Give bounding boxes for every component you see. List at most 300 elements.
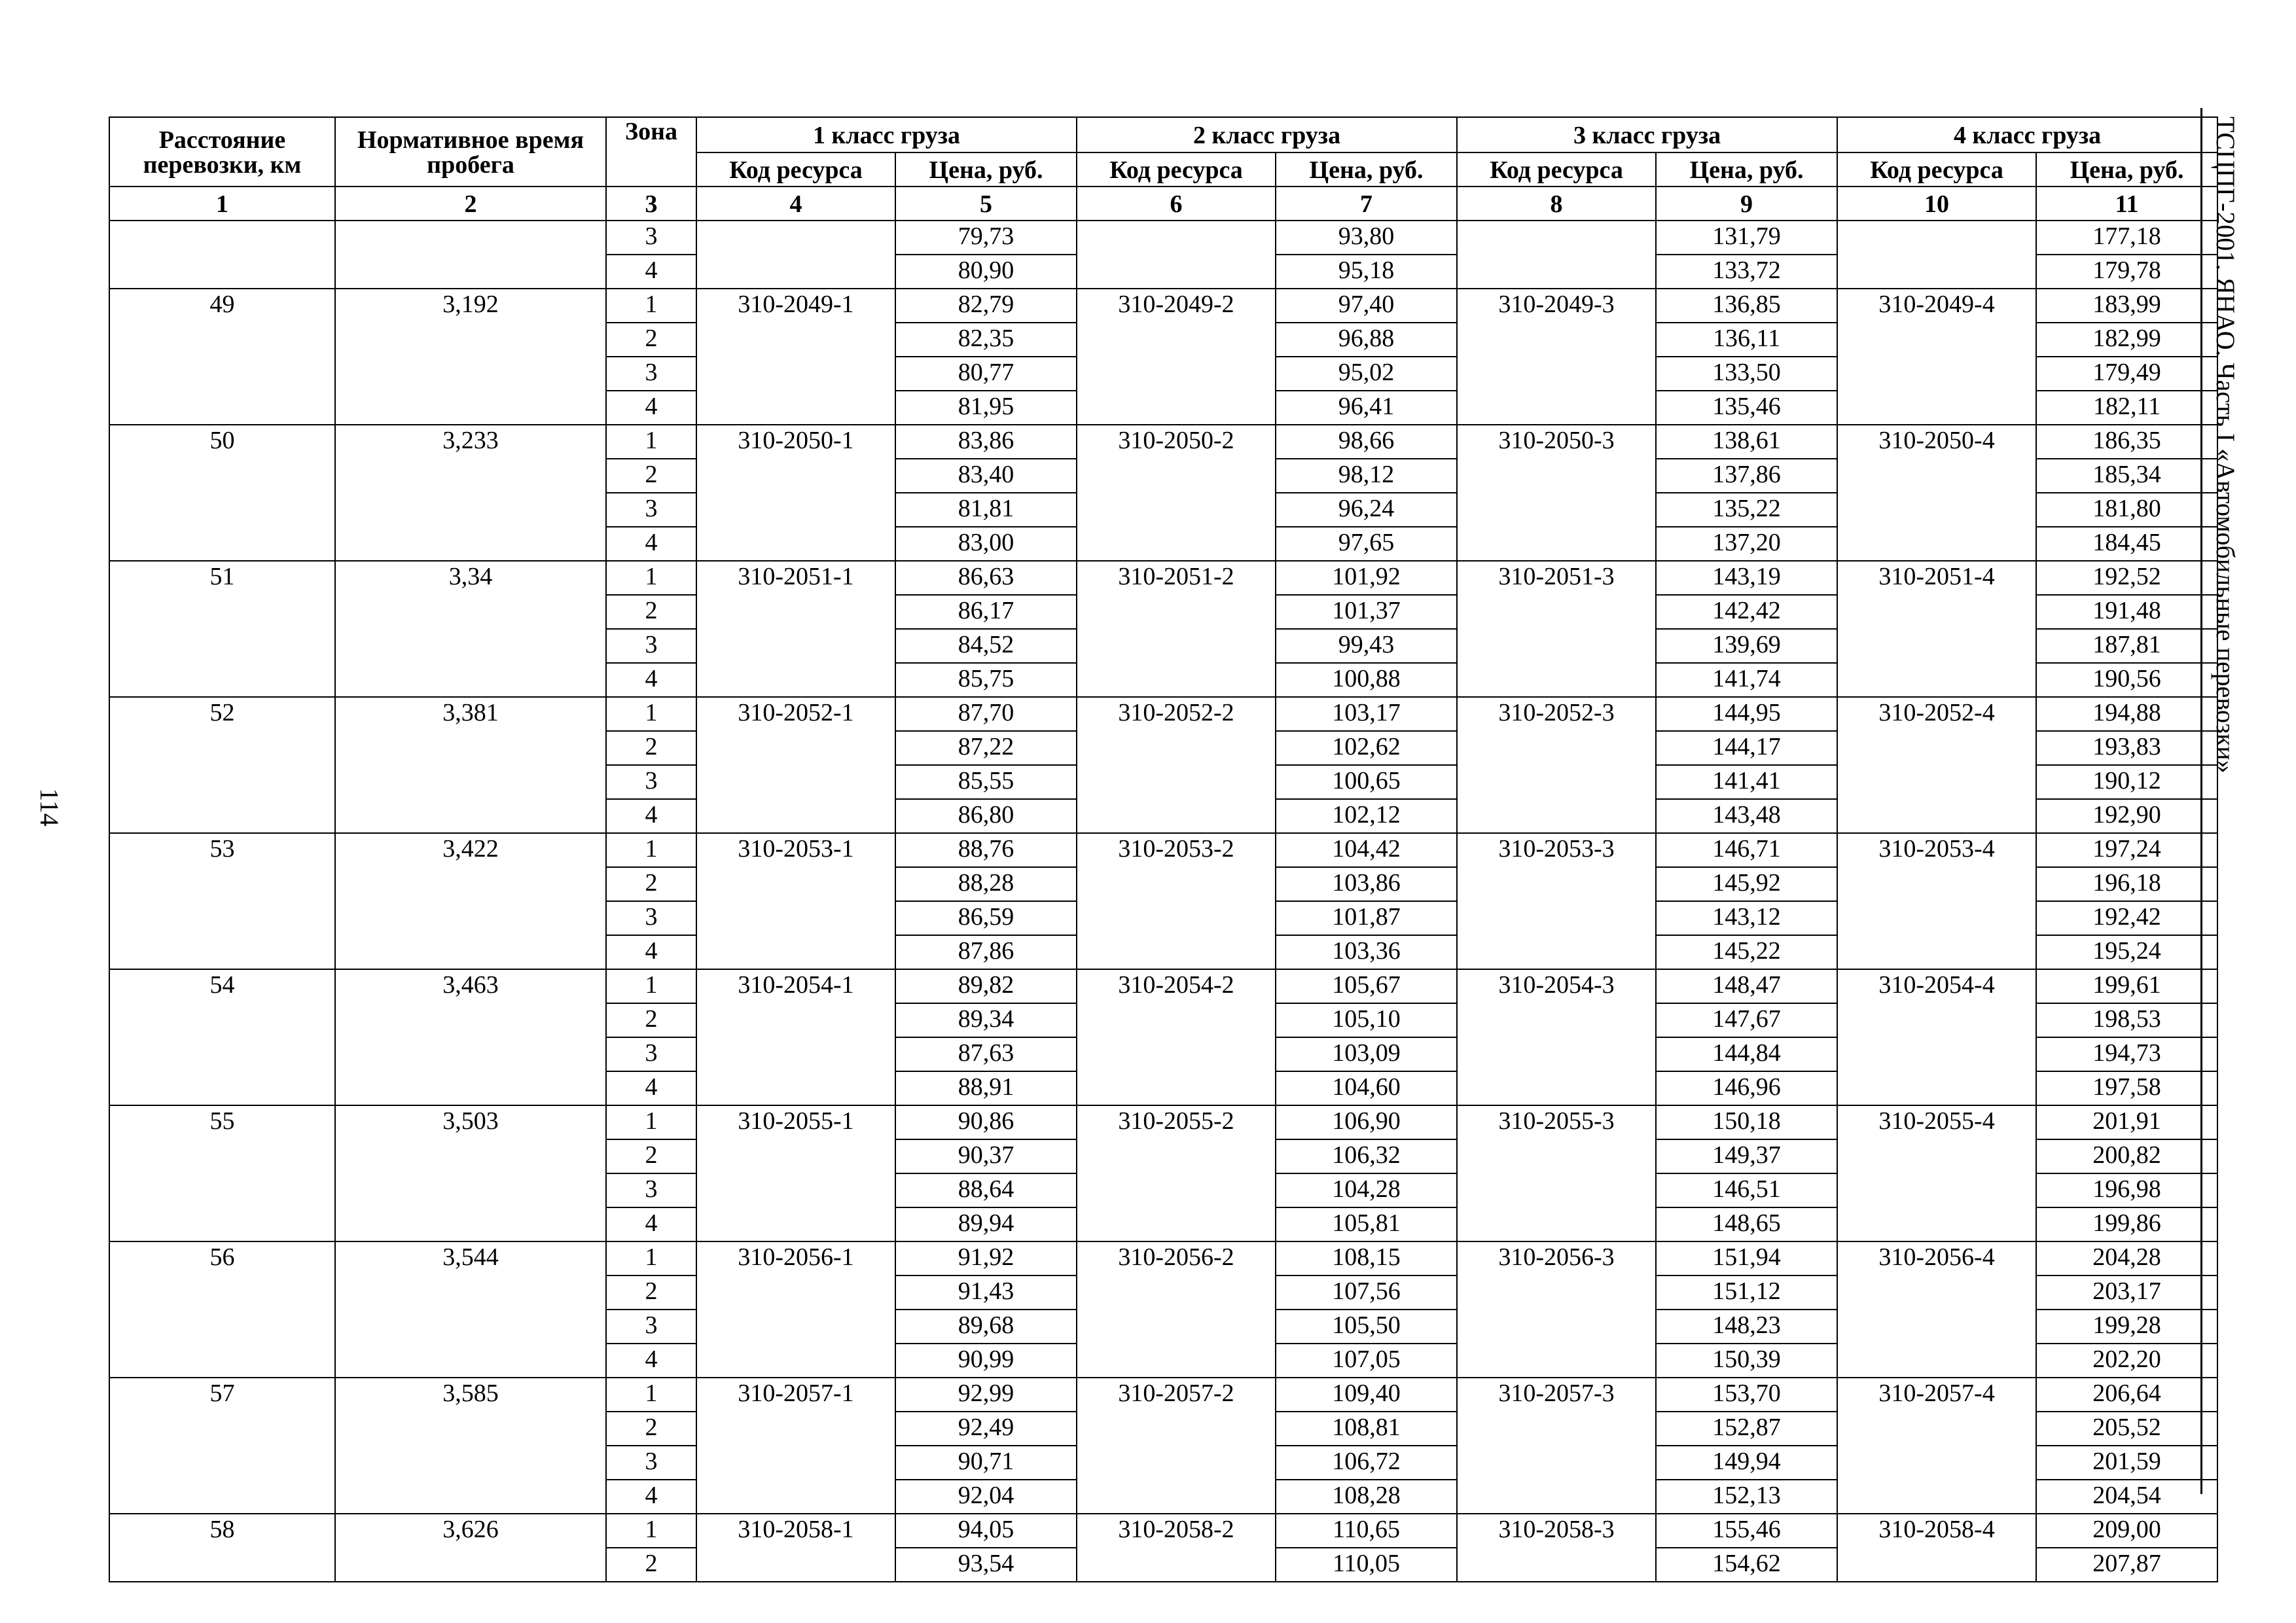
resource-code-cell: 310-2052-3	[1457, 697, 1656, 731]
resource-code-cell	[1077, 867, 1276, 901]
resource-code-cell: 310-2053-2	[1077, 833, 1276, 867]
resource-code-cell	[1077, 1480, 1276, 1514]
price-cell: 86,63	[895, 561, 1077, 595]
header-code: Код ресурса	[1457, 152, 1656, 187]
resource-code-cell	[1077, 527, 1276, 561]
price-cell: 148,65	[1656, 1207, 1837, 1241]
resource-code-cell	[1077, 459, 1276, 493]
page-number: 114	[34, 788, 64, 827]
price-cell: 101,92	[1276, 561, 1457, 595]
resource-code-cell	[1077, 1071, 1276, 1105]
resource-code-cell	[1837, 323, 2036, 357]
time-cell: 3,544	[335, 1241, 606, 1275]
resource-code-cell: 310-2058-4	[1837, 1514, 2036, 1548]
resource-code-cell: 310-2057-1	[696, 1378, 895, 1412]
resource-code-cell: 310-2049-1	[696, 289, 895, 323]
price-cell: 107,05	[1276, 1344, 1457, 1378]
distance-cell: 58	[109, 1514, 335, 1548]
table-row	[109, 833, 2217, 867]
resource-code-cell	[1837, 731, 2036, 765]
header-code: Код ресурса	[1077, 152, 1276, 187]
resource-code-cell: 310-2050-1	[696, 425, 895, 459]
zone-cell: 1	[606, 1378, 696, 1412]
price-cell: 144,17	[1656, 731, 1837, 765]
price-cell: 106,90	[1276, 1105, 1457, 1139]
table-row	[109, 765, 2217, 799]
column-number: 8	[1457, 187, 1656, 221]
column-number: 2	[335, 187, 606, 221]
resource-code-cell: 310-2057-2	[1077, 1378, 1276, 1412]
price-cell: 79,73	[895, 221, 1077, 255]
distance-cell	[109, 935, 335, 969]
resource-code-cell: 310-2055-2	[1077, 1105, 1276, 1139]
price-cell: 183,99	[2036, 289, 2217, 323]
zone-cell: 1	[606, 697, 696, 731]
table-header	[109, 117, 2217, 221]
resource-code-cell	[1457, 357, 1656, 391]
price-cell: 143,48	[1656, 799, 1837, 833]
price-cell: 88,64	[895, 1173, 1077, 1207]
time-cell	[335, 1275, 606, 1310]
price-cell: 194,73	[2036, 1037, 2217, 1071]
resource-code-cell: 310-2054-1	[696, 969, 895, 1003]
resource-code-cell	[696, 1139, 895, 1173]
resource-code-cell	[1077, 1207, 1276, 1241]
price-cell: 109,40	[1276, 1378, 1457, 1412]
distance-cell	[109, 1480, 335, 1514]
table-row	[109, 1344, 2217, 1378]
table-row	[109, 901, 2217, 935]
price-cell: 103,36	[1276, 935, 1457, 969]
resource-code-cell: 310-2058-3	[1457, 1514, 1656, 1548]
resource-code-cell	[1457, 391, 1656, 425]
zone-cell: 4	[606, 663, 696, 697]
resource-code-cell	[1837, 1344, 2036, 1378]
resource-code-cell	[1837, 595, 2036, 629]
header-code: Код ресурса	[696, 152, 895, 187]
resource-code-cell	[1837, 221, 2036, 255]
resource-code-cell	[1077, 391, 1276, 425]
price-cell: 102,12	[1276, 799, 1457, 833]
table-row	[109, 357, 2217, 391]
price-cell: 103,86	[1276, 867, 1457, 901]
table-row	[109, 221, 2217, 255]
price-cell: 137,86	[1656, 459, 1837, 493]
zone-cell: 4	[606, 1480, 696, 1514]
distance-cell	[109, 1344, 335, 1378]
distance-cell	[109, 1037, 335, 1071]
price-cell: 101,87	[1276, 901, 1457, 935]
time-cell	[335, 1037, 606, 1071]
resource-code-cell	[1837, 527, 2036, 561]
zone-cell: 3	[606, 901, 696, 935]
resource-code-cell	[1837, 629, 2036, 663]
resource-code-cell	[1077, 1173, 1276, 1207]
resource-code-cell	[1457, 595, 1656, 629]
price-cell: 182,11	[2036, 391, 2217, 425]
distance-cell	[109, 221, 335, 255]
distance-cell: 53	[109, 833, 335, 867]
price-cell: 96,88	[1276, 323, 1457, 357]
distance-cell: 51	[109, 561, 335, 595]
price-cell: 184,45	[2036, 527, 2217, 561]
price-cell: 90,86	[895, 1105, 1077, 1139]
table-row	[109, 1071, 2217, 1105]
time-cell	[335, 221, 606, 255]
resource-code-cell	[1837, 765, 2036, 799]
price-cell: 191,48	[2036, 595, 2217, 629]
zone-cell: 3	[606, 493, 696, 527]
price-cell: 131,79	[1656, 221, 1837, 255]
resource-code-cell	[696, 731, 895, 765]
resource-code-cell	[696, 1003, 895, 1037]
price-cell: 97,65	[1276, 527, 1457, 561]
resource-code-cell	[1837, 357, 2036, 391]
price-cell: 99,43	[1276, 629, 1457, 663]
distance-cell	[109, 595, 335, 629]
resource-code-cell: 310-2051-4	[1837, 561, 2036, 595]
price-cell: 90,71	[895, 1446, 1077, 1480]
zone-cell: 2	[606, 731, 696, 765]
resource-code-cell	[1077, 731, 1276, 765]
resource-code-cell	[1457, 1275, 1656, 1310]
price-cell: 105,50	[1276, 1310, 1457, 1344]
resource-code-cell: 310-2056-2	[1077, 1241, 1276, 1275]
price-cell: 199,86	[2036, 1207, 2217, 1241]
zone-cell: 3	[606, 1310, 696, 1344]
resource-code-cell: 310-2058-1	[696, 1514, 895, 1548]
distance-cell	[109, 1003, 335, 1037]
time-cell: 3,422	[335, 833, 606, 867]
resource-code-cell	[1837, 459, 2036, 493]
time-cell	[335, 1139, 606, 1173]
resource-code-cell: 310-2056-1	[696, 1241, 895, 1275]
resource-code-cell: 310-2055-1	[696, 1105, 895, 1139]
price-cell: 190,56	[2036, 663, 2217, 697]
zone-cell: 3	[606, 357, 696, 391]
zone-cell: 4	[606, 799, 696, 833]
price-cell: 186,35	[2036, 425, 2217, 459]
resource-code-cell	[1837, 1480, 2036, 1514]
price-cell: 205,52	[2036, 1412, 2217, 1446]
resource-code-cell	[1837, 901, 2036, 935]
distance-cell	[109, 1446, 335, 1480]
resource-code-cell	[1077, 1310, 1276, 1344]
price-cell: 82,35	[895, 323, 1077, 357]
header-distance: Расстояние перевозки, км	[109, 117, 335, 187]
time-cell	[335, 357, 606, 391]
resource-code-cell	[1457, 1037, 1656, 1071]
column-number: 10	[1837, 187, 2036, 221]
price-cell: 209,00	[2036, 1514, 2217, 1548]
price-cell: 196,98	[2036, 1173, 2217, 1207]
resource-code-cell	[696, 459, 895, 493]
resource-code-cell	[1837, 663, 2036, 697]
time-cell	[335, 1480, 606, 1514]
table-row	[109, 425, 2217, 459]
price-cell: 144,95	[1656, 697, 1837, 731]
table-row	[109, 697, 2217, 731]
resource-code-cell	[1457, 1480, 1656, 1514]
running-header-text: ТСЦПГ-2001. ЯНАО. Часть I «Автомобильные перевозки»	[2211, 116, 2240, 774]
distance-cell: 52	[109, 697, 335, 731]
price-cell: 202,20	[2036, 1344, 2217, 1378]
price-cell: 146,71	[1656, 833, 1837, 867]
resource-code-cell	[1837, 255, 2036, 289]
zone-cell: 4	[606, 1344, 696, 1378]
resource-code-cell	[696, 493, 895, 527]
price-cell: 105,10	[1276, 1003, 1457, 1037]
table-row	[109, 1310, 2217, 1344]
price-cell: 204,54	[2036, 1480, 2217, 1514]
resource-code-cell: 310-2053-4	[1837, 833, 2036, 867]
price-cell: 108,81	[1276, 1412, 1457, 1446]
resource-code-cell	[1077, 1412, 1276, 1446]
time-cell: 3,381	[335, 697, 606, 731]
resource-code-cell	[696, 1037, 895, 1071]
time-cell	[335, 935, 606, 969]
resource-code-cell	[696, 765, 895, 799]
resource-code-cell	[1457, 459, 1656, 493]
price-cell: 150,39	[1656, 1344, 1837, 1378]
column-number: 3	[606, 187, 696, 221]
zone-cell: 2	[606, 1548, 696, 1582]
price-cell: 155,46	[1656, 1514, 1837, 1548]
resource-code-cell: 310-2049-2	[1077, 289, 1276, 323]
zone-cell: 2	[606, 1139, 696, 1173]
zone-cell: 2	[606, 459, 696, 493]
zone-cell: 4	[606, 1071, 696, 1105]
header-zone: Зона	[606, 117, 696, 187]
table-row	[109, 595, 2217, 629]
price-cell: 100,88	[1276, 663, 1457, 697]
zone-cell: 1	[606, 561, 696, 595]
distance-cell	[109, 867, 335, 901]
zone-cell: 3	[606, 765, 696, 799]
resource-code-cell	[1457, 731, 1656, 765]
price-cell: 81,95	[895, 391, 1077, 425]
time-cell	[335, 663, 606, 697]
resource-code-cell	[1837, 867, 2036, 901]
header-code: Код ресурса	[1837, 152, 2036, 187]
time-cell	[335, 1310, 606, 1344]
price-cell: 193,83	[2036, 731, 2217, 765]
price-cell: 149,37	[1656, 1139, 1837, 1173]
table-row	[109, 935, 2217, 969]
resource-code-cell: 310-2057-4	[1837, 1378, 2036, 1412]
price-cell: 147,67	[1656, 1003, 1837, 1037]
price-cell: 143,12	[1656, 901, 1837, 935]
table-row	[109, 527, 2217, 561]
resource-code-cell	[1077, 663, 1276, 697]
price-cell: 87,70	[895, 697, 1077, 731]
price-cell: 203,17	[2036, 1275, 2217, 1310]
price-cell: 90,37	[895, 1139, 1077, 1173]
resource-code-cell	[1457, 867, 1656, 901]
zone-cell: 4	[606, 935, 696, 969]
price-cell: 151,12	[1656, 1275, 1837, 1310]
header-price: Цена, руб.	[895, 152, 1077, 187]
price-cell: 141,41	[1656, 765, 1837, 799]
price-cell: 89,68	[895, 1310, 1077, 1344]
resource-code-cell	[1457, 935, 1656, 969]
resource-code-cell	[1837, 391, 2036, 425]
table-body	[109, 221, 2217, 1582]
resource-code-cell	[1457, 1173, 1656, 1207]
resource-code-cell	[1837, 799, 2036, 833]
resource-code-cell	[1077, 901, 1276, 935]
header-price: Цена, руб.	[2036, 152, 2217, 187]
price-cell: 88,91	[895, 1071, 1077, 1105]
price-cell: 181,80	[2036, 493, 2217, 527]
resource-code-cell: 310-2050-4	[1837, 425, 2036, 459]
zone-cell: 3	[606, 221, 696, 255]
price-cell: 151,94	[1656, 1241, 1837, 1275]
resource-code-cell	[696, 1275, 895, 1310]
price-cell: 104,60	[1276, 1071, 1457, 1105]
price-cell: 150,18	[1656, 1105, 1837, 1139]
price-cell: 133,72	[1656, 255, 1837, 289]
resource-code-cell	[696, 799, 895, 833]
distance-cell	[109, 901, 335, 935]
price-cell: 136,11	[1656, 323, 1837, 357]
resource-code-cell	[696, 221, 895, 255]
table-row	[109, 289, 2217, 323]
price-cell: 92,49	[895, 1412, 1077, 1446]
resource-code-cell	[1077, 1548, 1276, 1582]
price-cell: 108,28	[1276, 1480, 1457, 1514]
time-cell: 3,463	[335, 969, 606, 1003]
resource-code-cell	[696, 357, 895, 391]
price-cell: 207,87	[2036, 1548, 2217, 1582]
price-cell: 91,92	[895, 1241, 1077, 1275]
zone-cell: 3	[606, 1446, 696, 1480]
price-cell: 133,50	[1656, 357, 1837, 391]
time-cell	[335, 527, 606, 561]
price-cell: 98,12	[1276, 459, 1457, 493]
price-cell: 145,22	[1656, 935, 1837, 969]
price-cell: 83,86	[895, 425, 1077, 459]
resource-code-cell	[1837, 1207, 2036, 1241]
distance-cell	[109, 765, 335, 799]
price-cell: 197,58	[2036, 1071, 2217, 1105]
resource-code-cell	[1837, 493, 2036, 527]
resource-code-cell: 310-2053-3	[1457, 833, 1656, 867]
time-cell	[335, 901, 606, 935]
price-cell: 98,66	[1276, 425, 1457, 459]
resource-code-cell	[1077, 1037, 1276, 1071]
resource-code-cell	[696, 1173, 895, 1207]
resource-code-cell	[1457, 1446, 1656, 1480]
price-cell: 102,62	[1276, 731, 1457, 765]
price-cell: 89,34	[895, 1003, 1077, 1037]
time-cell	[335, 493, 606, 527]
zone-cell: 3	[606, 1173, 696, 1207]
header-time: Нормативное время пробега	[335, 117, 606, 187]
time-cell: 3,585	[335, 1378, 606, 1412]
table-row	[109, 1207, 2217, 1241]
resource-code-cell: 310-2055-3	[1457, 1105, 1656, 1139]
price-cell: 206,64	[2036, 1378, 2217, 1412]
time-cell	[335, 1344, 606, 1378]
price-cell: 154,62	[1656, 1548, 1837, 1582]
resource-code-cell	[1837, 1139, 2036, 1173]
price-cell: 179,78	[2036, 255, 2217, 289]
price-cell: 92,99	[895, 1378, 1077, 1412]
resource-code-cell	[1837, 1446, 2036, 1480]
distance-cell	[109, 1548, 335, 1582]
resource-code-cell	[1457, 221, 1656, 255]
time-cell	[335, 629, 606, 663]
resource-code-cell	[696, 663, 895, 697]
price-cell: 192,90	[2036, 799, 2217, 833]
table-row	[109, 459, 2217, 493]
price-cell: 87,63	[895, 1037, 1077, 1071]
resource-code-cell: 310-2056-4	[1837, 1241, 2036, 1275]
price-cell: 204,28	[2036, 1241, 2217, 1275]
price-cell: 100,65	[1276, 765, 1457, 799]
header-price: Цена, руб.	[1656, 152, 1837, 187]
zone-cell: 2	[606, 1275, 696, 1310]
price-cell: 198,53	[2036, 1003, 2217, 1037]
resource-code-cell	[1457, 765, 1656, 799]
resource-code-cell: 310-2054-4	[1837, 969, 2036, 1003]
price-cell: 182,99	[2036, 323, 2217, 357]
column-number: 1	[109, 187, 335, 221]
zone-cell: 2	[606, 1003, 696, 1037]
price-cell: 85,55	[895, 765, 1077, 799]
header-class-3: 3 класс груза	[1457, 117, 1837, 152]
price-cell: 201,59	[2036, 1446, 2217, 1480]
price-cell: 149,94	[1656, 1446, 1837, 1480]
price-cell: 153,70	[1656, 1378, 1837, 1412]
resource-code-cell	[1837, 1412, 2036, 1446]
resource-code-cell: 310-2054-3	[1457, 969, 1656, 1003]
column-number: 7	[1276, 187, 1457, 221]
resource-code-cell	[1457, 799, 1656, 833]
price-cell: 95,02	[1276, 357, 1457, 391]
distance-cell	[109, 1412, 335, 1446]
resource-code-cell	[1837, 1548, 2036, 1582]
distance-cell	[109, 1310, 335, 1344]
time-cell	[335, 323, 606, 357]
column-number: 11	[2036, 187, 2217, 221]
resource-code-cell	[696, 391, 895, 425]
resource-code-cell	[1077, 799, 1276, 833]
zone-cell: 1	[606, 1241, 696, 1275]
table-row	[109, 391, 2217, 425]
price-cell: 104,42	[1276, 833, 1457, 867]
resource-code-cell	[696, 323, 895, 357]
price-cell: 85,75	[895, 663, 1077, 697]
resource-code-cell	[696, 595, 895, 629]
resource-code-cell	[1077, 629, 1276, 663]
time-cell	[335, 255, 606, 289]
distance-cell	[109, 1139, 335, 1173]
zone-cell: 3	[606, 1037, 696, 1071]
price-cell: 106,72	[1276, 1446, 1457, 1480]
distance-cell	[109, 459, 335, 493]
resource-code-cell	[1077, 493, 1276, 527]
price-cell: 108,15	[1276, 1241, 1457, 1275]
table-row	[109, 561, 2217, 595]
price-cell: 82,79	[895, 289, 1077, 323]
resource-code-cell	[696, 1071, 895, 1105]
price-cell: 138,61	[1656, 425, 1837, 459]
resource-code-cell	[696, 1446, 895, 1480]
distance-cell	[109, 663, 335, 697]
resource-code-cell: 310-2057-3	[1457, 1378, 1656, 1412]
